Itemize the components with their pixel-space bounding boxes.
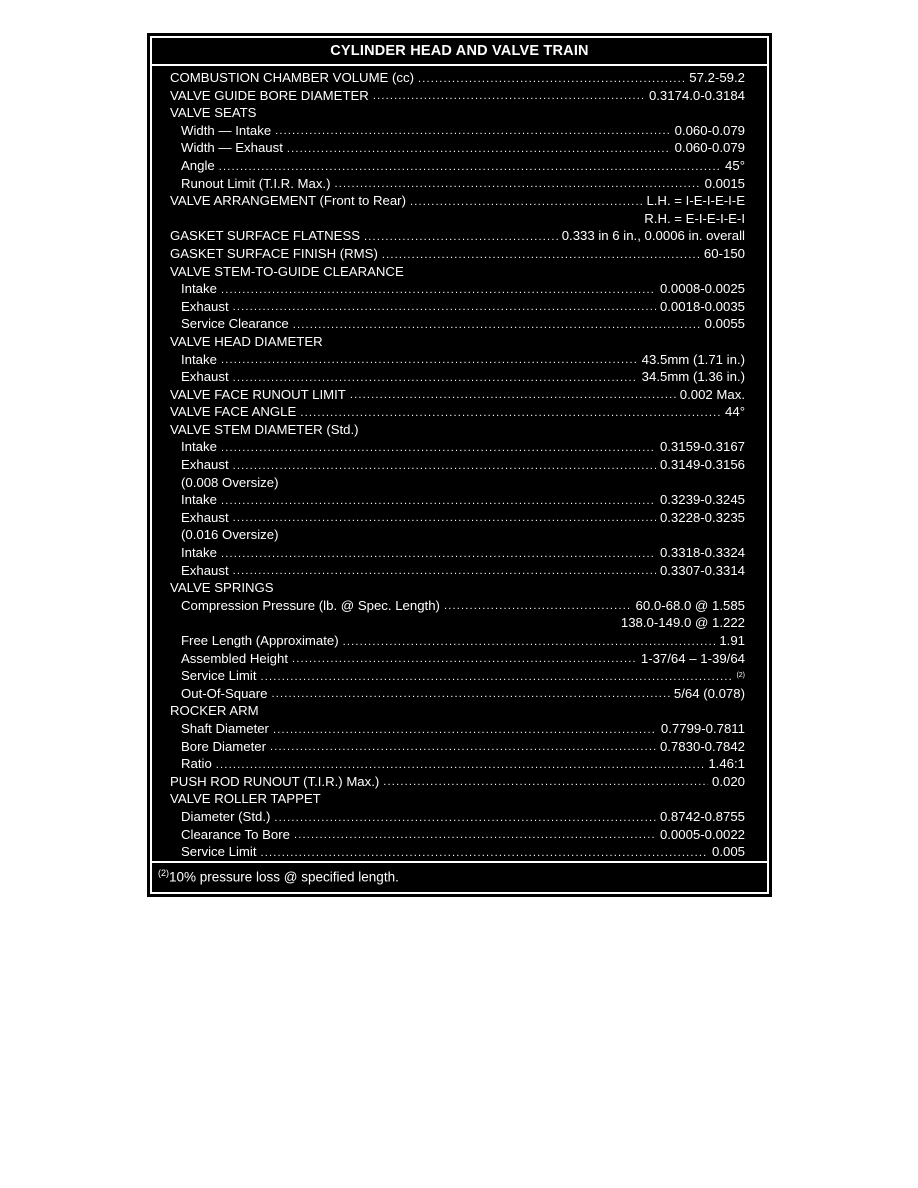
spec-value: 60.0-68.0 @ 1.585 — [635, 597, 745, 613]
spec-value: 57.2-59.2 — [689, 70, 745, 85]
spec-row — [170, 438, 745, 456]
spec-row — [170, 227, 745, 245]
spec-label: Service Limit — [181, 668, 257, 684]
spec-row — [170, 298, 745, 316]
spec-label: Assembled Height — [181, 650, 289, 666]
spec-label: Angle — [181, 157, 215, 173]
dot-leader — [273, 723, 657, 738]
section-heading-label: (0.016 Oversize) — [181, 527, 279, 543]
section-heading — [170, 333, 745, 351]
spec-row — [170, 315, 745, 333]
footnote-text: 10% pressure loss @ specified length. — [169, 869, 399, 885]
dot-leader — [219, 160, 721, 175]
spec-label: COMBUSTION CHAMBER VOLUME (cc) — [170, 70, 414, 85]
spec-row — [170, 597, 745, 615]
spec-label: Exhaust — [181, 369, 229, 385]
spec-label: Width — Intake — [181, 122, 272, 138]
dot-leader — [410, 195, 642, 210]
dot-leader — [373, 89, 645, 104]
spec-row — [170, 562, 745, 580]
section-heading — [170, 702, 745, 720]
spec-row — [170, 738, 745, 756]
spec-label: VALVE ARRANGEMENT (Front to Rear) — [170, 193, 406, 209]
spec-row — [170, 351, 745, 369]
spec-row — [170, 456, 745, 474]
spec-value: 0.3228-0.3235 — [659, 509, 745, 525]
spec-label: VALVE FACE ANGLE — [170, 404, 297, 420]
spec-value: 0.020 — [711, 773, 745, 789]
spec-value: 0.0018-0.0035 — [659, 298, 745, 314]
footnote — [158, 868, 399, 885]
spec-row-continuation — [170, 210, 745, 228]
spec-value: 0.3239-0.3245 — [659, 492, 745, 508]
spec-label: GASKET SURFACE FLATNESS — [170, 228, 361, 244]
dot-leader — [292, 652, 637, 667]
spec-value: 0.3159-0.3167 — [659, 439, 745, 455]
spec-row — [170, 650, 745, 668]
dot-leader — [221, 441, 656, 456]
dot-leader — [272, 687, 670, 702]
dot-leader — [418, 72, 685, 87]
spec-label: Exhaust — [181, 298, 229, 314]
spec-value: 1.91 — [719, 633, 745, 648]
spec-label: PUSH ROD RUNOUT (T.I.R.) Max.) — [170, 773, 380, 789]
spec-row — [170, 491, 745, 509]
spec-value: 0.005 — [711, 844, 745, 860]
dot-leader — [343, 635, 716, 650]
section-heading — [170, 526, 745, 544]
spec-row — [170, 843, 745, 861]
spec-value: 0.3149-0.3156 — [659, 457, 745, 473]
spec-row — [170, 87, 745, 105]
spec-value: 45° — [725, 157, 745, 173]
spec-value: R.H. = E-I-E-I-E-I — [644, 210, 745, 226]
section-heading — [170, 421, 745, 439]
spec-value: 0.0055 — [704, 316, 745, 332]
spec-label: Clearance To Bore — [181, 826, 290, 842]
spec-value: 1-37/64 – 1-39/64 — [640, 650, 745, 666]
spec-label: Exhaust — [181, 457, 229, 473]
spec-value: 0.7799-0.7811 — [660, 720, 745, 736]
spec-label: Intake — [181, 545, 217, 561]
spec-row — [170, 122, 745, 140]
spec-label: Out-Of-Square — [181, 685, 268, 701]
section-heading-label: VALVE SEATS — [170, 105, 257, 121]
dot-leader — [216, 758, 705, 773]
dot-leader — [274, 811, 656, 826]
dot-leader — [364, 230, 558, 245]
spec-row — [170, 157, 745, 175]
spec-label: Exhaust — [181, 509, 229, 525]
section-heading-label: VALVE SPRINGS — [170, 580, 274, 596]
spec-value: 0.0005-0.0022 — [659, 826, 745, 842]
spec-label: Diameter (Std.) — [181, 808, 271, 824]
dot-leader — [294, 828, 656, 843]
dot-leader — [275, 124, 670, 139]
section-heading-label: (0.008 Oversize) — [181, 474, 279, 490]
spec-row — [170, 175, 745, 193]
spec-row — [170, 368, 745, 386]
spec-row — [170, 192, 745, 210]
dot-leader — [233, 564, 656, 579]
spec-value: 0.060-0.079 — [674, 122, 745, 138]
dot-leader — [233, 459, 656, 474]
section-heading — [170, 790, 745, 808]
spec-row — [170, 386, 745, 404]
dot-leader — [300, 406, 721, 421]
spec-value: 0.3174.0-0.3184 — [648, 87, 745, 103]
spec-table-frame — [150, 36, 769, 894]
spec-value: 0.8742-0.8755 — [659, 808, 745, 824]
dot-leader — [293, 318, 701, 333]
dot-leader — [383, 775, 708, 790]
spec-value: 0.060-0.079 — [674, 140, 745, 156]
table-title: CYLINDER HEAD AND VALVE TRAIN — [152, 38, 767, 66]
spec-value: 1.46:1 — [708, 756, 745, 772]
section-heading-label: VALVE HEAD DIAMETER — [170, 333, 323, 349]
dot-leader — [270, 740, 656, 755]
dot-leader — [260, 670, 732, 685]
spec-label: VALVE FACE RUNOUT LIMIT — [170, 386, 346, 402]
spec-row — [170, 280, 745, 298]
spec-value: 34.5mm (1.36 in.) — [641, 369, 745, 385]
spec-label: Runout Limit (T.I.R. Max.) — [181, 175, 331, 191]
spec-row — [170, 69, 745, 87]
dot-leader — [260, 846, 708, 861]
spec-label: GASKET SURFACE FINISH (RMS) — [170, 245, 378, 261]
dot-leader — [221, 547, 656, 562]
dot-leader — [287, 142, 671, 157]
spec-row — [170, 544, 745, 562]
spec-value: 0.3307-0.3314 — [659, 562, 745, 578]
spec-value: 0.0015 — [704, 175, 745, 191]
section-heading-label: VALVE ROLLER TAPPET — [170, 791, 321, 807]
spec-label: Intake — [181, 281, 217, 297]
section-heading — [170, 104, 745, 122]
spec-value: 0.7830-0.7842 — [659, 738, 745, 754]
spec-row — [170, 403, 745, 421]
dot-leader — [233, 371, 638, 386]
spec-label: Intake — [181, 439, 217, 455]
spec-label: Bore Diameter — [181, 738, 267, 754]
spec-row — [170, 808, 745, 826]
dot-leader — [221, 494, 656, 509]
section-heading — [170, 263, 745, 281]
spec-label: Intake — [181, 351, 217, 367]
spec-label: Service Clearance — [181, 316, 289, 332]
spec-row — [170, 667, 745, 685]
spec-label: Exhaust — [181, 562, 229, 578]
spec-value: 0.333 in 6 in., 0.0006 in. overall — [561, 228, 745, 244]
spec-value: 0.0008-0.0025 — [659, 281, 745, 297]
spec-value: 44° — [725, 404, 745, 420]
section-heading — [170, 474, 745, 492]
dot-leader — [221, 353, 638, 368]
spec-row — [170, 685, 745, 703]
footnote-divider — [152, 861, 767, 863]
spec-value: 60-150 — [703, 245, 745, 261]
dot-leader — [233, 511, 656, 526]
dot-leader — [335, 177, 701, 192]
spec-row — [170, 826, 745, 844]
spec-value: L.H. = I-E-I-E-I-E — [646, 193, 745, 209]
spec-value: 138.0-149.0 @ 1.222 — [620, 615, 745, 631]
spec-label: Shaft Diameter — [181, 720, 269, 736]
spec-row — [170, 632, 745, 650]
dot-leader — [382, 248, 700, 263]
spec-row — [170, 755, 745, 773]
spec-value: (2) — [736, 672, 745, 680]
spec-value: 0.3318-0.3324 — [659, 545, 745, 561]
spec-row — [170, 139, 745, 157]
spec-label: Ratio — [181, 756, 212, 772]
spec-value: 0.002 Max. — [679, 386, 745, 402]
spec-row-continuation — [170, 614, 745, 632]
section-heading-label: ROCKER ARM — [170, 703, 259, 719]
spec-row — [170, 245, 745, 263]
spec-label: VALVE GUIDE BORE DIAMETER — [170, 87, 369, 103]
dot-leader — [233, 300, 656, 315]
dot-leader — [350, 388, 676, 403]
section-heading-label: VALVE STEM-TO-GUIDE CLEARANCE — [170, 263, 404, 279]
spec-row — [170, 509, 745, 527]
spec-value: 5/64 (0.078) — [673, 685, 745, 701]
dot-leader — [444, 599, 632, 614]
spec-label: Service Limit — [181, 844, 257, 860]
spec-table-panel — [147, 33, 772, 897]
dot-leader — [221, 283, 656, 298]
section-heading — [170, 579, 745, 597]
spec-value: 43.5mm (1.71 in.) — [641, 351, 745, 367]
section-heading-label: VALVE STEM DIAMETER (Std.) — [170, 421, 359, 437]
footnote-marker: (2) — [158, 868, 169, 878]
spec-label: Compression Pressure (lb. @ Spec. Length) — [181, 597, 440, 613]
spec-rows — [170, 69, 745, 861]
spec-row — [170, 720, 745, 738]
spec-label: Width — Exhaust — [181, 140, 283, 156]
spec-label: Free Length (Approximate) — [181, 633, 339, 648]
spec-row — [170, 773, 745, 791]
spec-label: Intake — [181, 492, 217, 508]
